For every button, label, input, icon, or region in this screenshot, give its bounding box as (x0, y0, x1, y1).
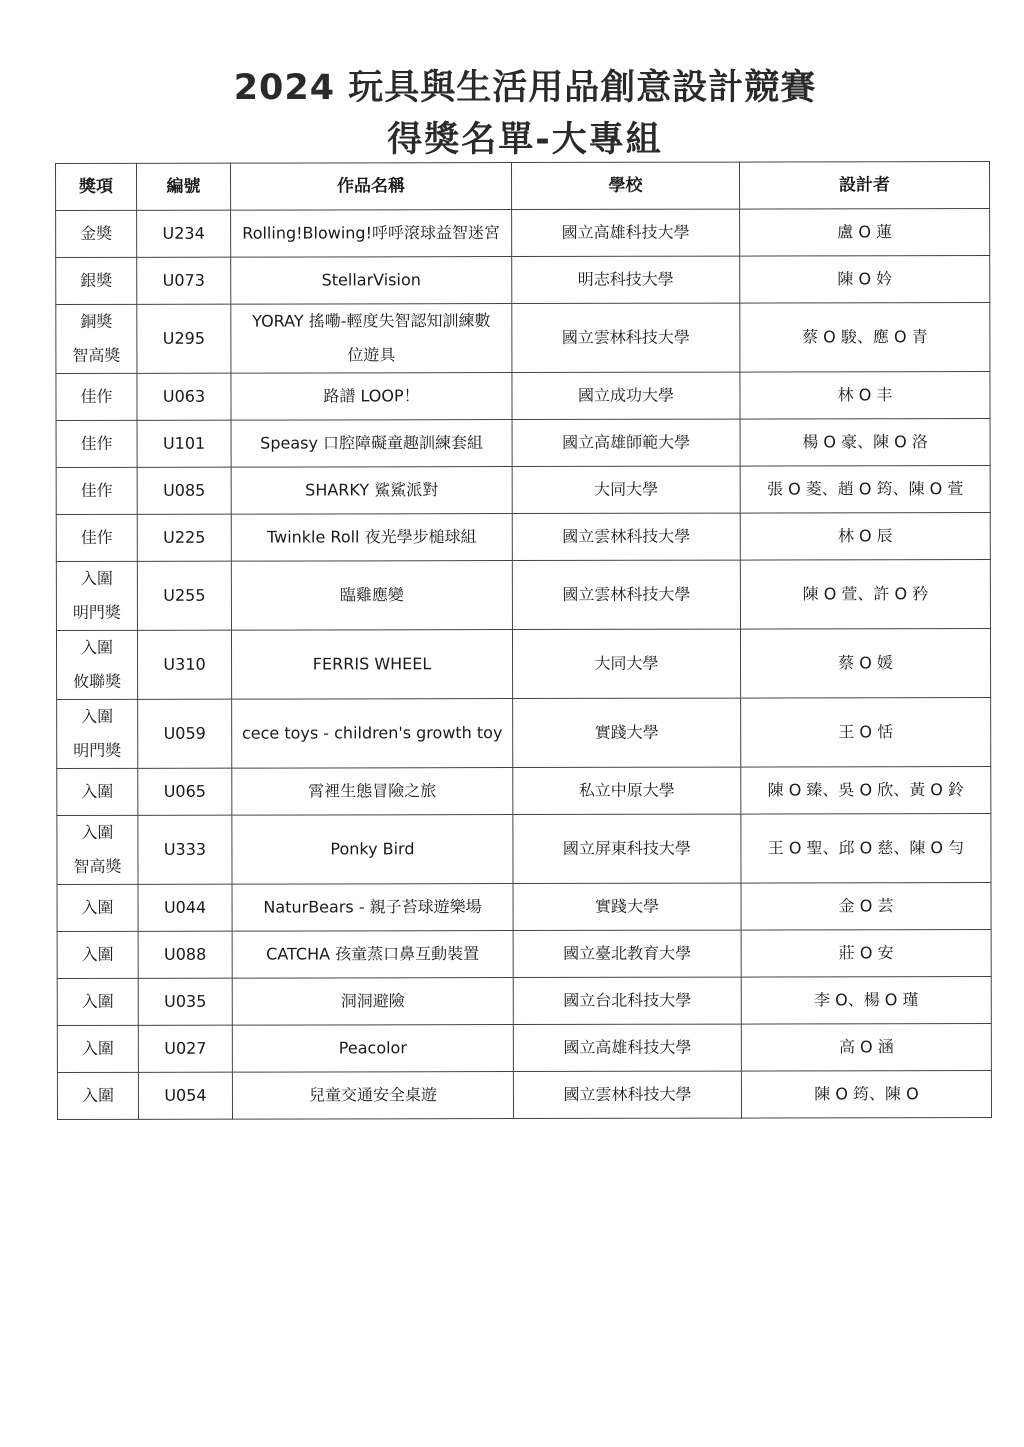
id-cell: U035 (138, 978, 232, 1025)
table-row (56, 419, 990, 468)
table-row (57, 698, 991, 769)
award-cell (57, 931, 138, 978)
work-name-cell (231, 210, 512, 258)
header-work-name: 作品名稱 (231, 163, 512, 211)
work-name-cell-line: 洞洞避險 (340, 991, 405, 1011)
id-cell: U310 (137, 630, 231, 699)
id-cell: U059 (138, 699, 232, 768)
school-cell: 大同大學 (512, 466, 740, 513)
table-row (57, 1071, 991, 1120)
award-cell (56, 514, 137, 561)
award-cell-line: 入圍 (81, 706, 114, 726)
award-cell (56, 304, 137, 373)
id-cell: U225 (137, 514, 231, 561)
award-cell-line: 智高獎 (72, 345, 121, 365)
work-name-cell (232, 815, 513, 885)
award-cell-line: 佳作 (80, 480, 113, 500)
work-name-cell (232, 768, 513, 816)
award-cell-line: 入圍 (81, 1085, 114, 1105)
table-body (56, 209, 992, 1120)
work-name-cell-line: 路譜 LOOP！ (323, 386, 420, 406)
award-cell-line: 明門獎 (72, 602, 121, 622)
header-row (56, 162, 990, 211)
award-cell-line: 入圍 (81, 781, 114, 801)
award-cell-line: 入圍 (81, 944, 114, 964)
table-row (56, 256, 990, 305)
work-name-cell (231, 467, 512, 515)
work-name-cell (231, 373, 512, 421)
award-cell-line: 攸聯獎 (73, 671, 122, 691)
designers-cell: 莊 O 安 (741, 930, 991, 978)
school-cell: 國立高雄科技大學 (512, 209, 740, 256)
table-row (57, 814, 991, 885)
work-name-cell-line: 臨雞應變 (339, 585, 404, 605)
work-name-cell-line: 兒童交通安全桌遊 (308, 1085, 437, 1105)
work-name-cell (231, 514, 512, 562)
header-award: 獎項 (56, 163, 137, 210)
work-name-cell-line: Ponky Bird (330, 839, 415, 859)
table-row (56, 303, 990, 374)
award-cell (57, 699, 138, 768)
document-title (0, 62, 1024, 166)
designers-cell: 林 O 丰 (740, 372, 990, 420)
school-cell: 國立高雄師範大學 (512, 419, 740, 466)
work-name-cell (231, 257, 512, 305)
award-cell-line: 智高獎 (73, 856, 122, 876)
id-cell: U063 (137, 373, 231, 420)
school-cell: 大同大學 (512, 629, 740, 698)
award-cell-line: 入圍 (80, 568, 113, 588)
designers-cell: 陳 O 萱、許 O 矜 (740, 560, 990, 630)
work-name-cell (231, 420, 512, 468)
id-cell: U333 (138, 815, 232, 884)
work-name-cell-line: Rolling!Blowing!呼呼滾球益智迷宮 (242, 223, 501, 243)
work-name-cell-line: Speasy 口腔障礙童趣訓練套組 (260, 433, 484, 453)
designers-cell: 蔡 O 媛 (740, 629, 990, 699)
work-name-cell (232, 978, 513, 1026)
designers-cell: 盧 O 蓮 (740, 209, 990, 257)
award-cell (57, 815, 138, 884)
school-cell: 國立雲林科技大學 (512, 513, 740, 560)
id-cell: U065 (138, 768, 232, 815)
work-name-cell-line: SHARKY 鯊鯊派對 (305, 480, 439, 500)
school-cell: 國立台北科技大學 (513, 977, 741, 1024)
id-cell: U027 (138, 1025, 232, 1072)
id-cell: U085 (137, 467, 231, 514)
table-row (57, 930, 991, 979)
work-name-cell (232, 1072, 513, 1120)
header-designers: 設計者 (739, 162, 989, 210)
award-cell (57, 1072, 138, 1119)
header-id: 編號 (137, 163, 231, 210)
designers-cell: 楊 O 豪、陳 O 洛 (740, 419, 990, 467)
work-name-cell (232, 884, 513, 932)
award-cell-line: 入圍 (81, 991, 114, 1011)
award-cell-line: 明門獎 (73, 740, 122, 760)
award-cell (56, 257, 137, 304)
award-cell (57, 1025, 138, 1072)
work-name-cell-line: CATCHA 孩童蒸口鼻互動裝置 (266, 944, 480, 964)
award-cell (56, 561, 137, 630)
work-name-cell-line: 霄裡生態冒險之旅 (308, 781, 437, 801)
school-cell: 國立臺北教育大學 (513, 930, 741, 977)
school-cell: 實踐大學 (513, 883, 741, 930)
school-cell: 國立高雄科技大學 (513, 1024, 741, 1071)
award-cell (57, 978, 138, 1025)
designers-cell: 王 O 恬 (741, 698, 991, 768)
table-row (56, 513, 990, 562)
awards-table (55, 161, 992, 1120)
work-name-cell-line: Peacolor (338, 1038, 407, 1058)
award-cell (56, 467, 137, 514)
table-header (56, 162, 990, 211)
designers-cell: 林 O 辰 (740, 513, 990, 561)
award-cell-line: 入圍 (81, 1038, 114, 1058)
award-cell (57, 884, 138, 931)
designers-cell: 金 O 芸 (741, 883, 991, 931)
award-cell-line: 入圍 (80, 637, 114, 657)
designers-cell: 陳 O 筠、陳 O (741, 1071, 991, 1119)
award-cell (56, 420, 137, 467)
designers-cell: 李 O、楊 O 瑾 (741, 977, 991, 1025)
table-row (56, 209, 990, 258)
work-name-cell-line: FERRIS WHEEL (312, 654, 432, 674)
work-name-cell-line: YORAY 搖嘞-輕度失智認知訓練數 (252, 311, 491, 331)
table-row (57, 1024, 991, 1073)
table-row (56, 629, 990, 700)
school-cell: 國立雲林科技大學 (512, 560, 740, 629)
id-cell: U088 (138, 931, 232, 978)
work-name-cell-line: cece toys - children's growth toy (241, 723, 503, 743)
award-cell-line: 佳作 (80, 433, 113, 453)
work-name-cell-line: Twinkle Roll 夜光學步槌球組 (266, 527, 477, 547)
title-line-2: 得獎名單-大專組 (387, 120, 663, 160)
id-cell: U101 (137, 420, 231, 467)
award-cell-line: 金獎 (80, 223, 113, 243)
table-row (56, 560, 990, 631)
award-cell (56, 210, 137, 257)
award-cell (57, 768, 138, 815)
designers-cell: 陳 O 臻、吳 O 欣、黃 O 鈴 (741, 767, 991, 815)
award-cell-line: 佳作 (80, 527, 113, 547)
award-cell (56, 373, 137, 420)
id-cell: U295 (137, 304, 231, 373)
id-cell: U255 (137, 561, 231, 630)
table-row (57, 883, 991, 932)
work-name-cell (231, 304, 512, 374)
id-cell: U044 (138, 884, 232, 931)
award-cell-line: 入圍 (81, 897, 114, 917)
school-cell: 實踐大學 (513, 698, 741, 767)
school-cell: 私立中原大學 (513, 767, 741, 814)
award-cell-line: 佳作 (80, 386, 113, 406)
table-row (56, 466, 990, 515)
school-cell: 明志科技大學 (512, 256, 740, 303)
id-cell: U054 (138, 1072, 232, 1119)
award-cell (56, 630, 137, 699)
work-name-cell-line: 位遊具 (347, 345, 396, 365)
award-cell-line: 銀獎 (80, 270, 113, 290)
school-cell: 國立雲林科技大學 (513, 1071, 741, 1118)
designers-cell: 蔡 O 駿、應 O 青 (740, 303, 990, 373)
school-cell: 國立雲林科技大學 (512, 303, 740, 372)
id-cell: U073 (137, 257, 231, 304)
school-cell: 國立成功大學 (512, 372, 740, 419)
designers-cell: 陳 O 妗 (740, 256, 990, 304)
award-cell-line: 入圍 (81, 822, 114, 842)
award-cell-line: 銅獎 (80, 311, 113, 331)
work-name-cell-line: NaturBears - 親子苔球遊樂場 (263, 897, 482, 917)
designers-cell: 高 O 涵 (741, 1024, 991, 1072)
table-row (57, 767, 991, 816)
work-name-cell (232, 1025, 513, 1073)
work-name-cell-line: StellarVision (321, 270, 421, 290)
work-name-cell (231, 630, 512, 700)
work-name-cell (232, 699, 513, 769)
work-name-cell (232, 931, 513, 979)
title-line-1: 2024 玩具與生活用品創意設計競賽 (233, 68, 817, 108)
work-name-cell (231, 561, 512, 631)
designers-cell: 王 O 聖、邱 O 慈、陳 O 勻 (741, 814, 991, 884)
table-row (56, 372, 990, 421)
id-cell: U234 (137, 210, 231, 257)
school-cell: 國立屏東科技大學 (513, 814, 741, 883)
table-row (57, 977, 991, 1026)
header-school: 學校 (512, 162, 740, 209)
designers-cell: 張 O 菱、趙 O 筠、陳 O 萱 (740, 466, 990, 514)
